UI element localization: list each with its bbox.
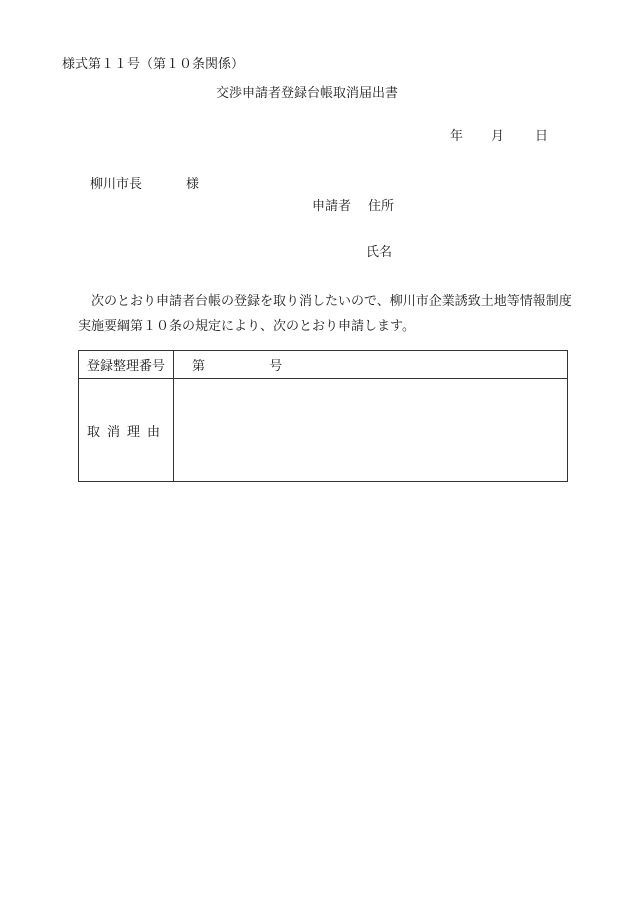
registration-number-label: 登録整理番号 [79, 351, 174, 379]
cancellation-reason-label: 取消理由 [79, 379, 174, 482]
cancellation-reason-field[interactable] [174, 379, 568, 482]
applicant-label: 申請者 [312, 199, 352, 214]
number-suffix: 号 [269, 359, 283, 374]
cancellation-reason-row [79, 379, 568, 482]
addressee-name: 柳川市長 [90, 177, 143, 192]
registration-number-row [79, 351, 568, 379]
addressee-suffix: 様 [186, 177, 200, 192]
address-label: 住所 [368, 199, 395, 214]
form-number: 様式第１１号（第１０条関係） [62, 57, 245, 72]
date-year-label: 年 [450, 129, 464, 144]
date-month-label: 月 [491, 129, 505, 144]
date-day-label: 日 [535, 129, 549, 144]
cancellation-form-table [78, 350, 568, 482]
name-label: 氏名 [366, 245, 393, 260]
body-text: 次のとおり申請者台帳の登録を取り消したいので、柳川市企業誘致土地等情報制度実施要綱第１０条の規定により、次のとおり申請します。 [78, 294, 572, 334]
document-title: 交渉申請者登録台帳取消届出書 [216, 86, 399, 101]
number-prefix: 第 [192, 359, 206, 374]
registration-number-field[interactable] [174, 351, 568, 379]
